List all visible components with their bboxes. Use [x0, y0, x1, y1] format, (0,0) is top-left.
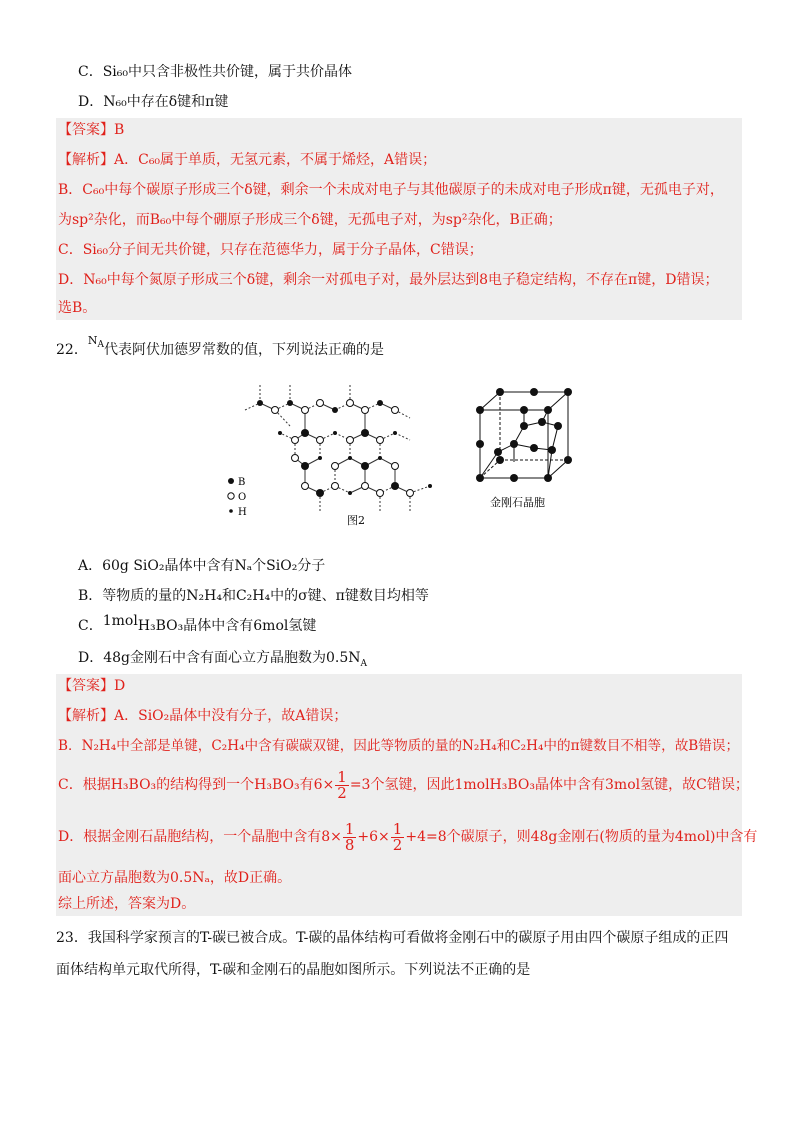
fraction-half-2: $\frac{1}{2}$: [392, 819, 403, 854]
question-22-stem: [56, 334, 384, 365]
answer-block-2: [56, 674, 758, 916]
analysis-line-c: C．根据H₃BO₃的结构得到一个H₃BO₃有6× $\frac{1}{2}$ =3个氢键，因此1molH₃BO₃晶体中含有3mol氢键，故C错误；: [58, 767, 749, 802]
question-23-line-2: 面体结构单元取代所得，T-碳和金刚石的晶胞如图所示。下列说法不正确的是: [56, 962, 531, 978]
question-23-line-1: 23．我国科学家预言的T-碳已被合成。T-碳的晶体结构可看做将金刚石中的碳原子用由四个碳原子组成的正四: [56, 930, 729, 946]
question-text: 代表阿伏加德罗常数的值，下列说法正确的是: [103, 342, 384, 358]
analysis-line: 【解析】A．SiO₂晶体中没有分子，故A错误；: [58, 708, 348, 724]
boric-acid-figure: [225, 378, 445, 528]
analysis-line: D．N₆₀中每个氮原子形成三个δ键，剩余一对孤电子对，最外层达到8电子稳定结构，不存在π键，D错误；: [58, 272, 719, 288]
analysis-line: 综上所述，答案为D。: [58, 896, 196, 912]
analysis-line: 为sp²杂化，而B₆₀中每个硼原子形成三个δ键，无孤电子对，为sp²杂化，B正确；: [58, 212, 562, 228]
fraction-eighth: $\frac{1}{8}$: [344, 819, 355, 854]
answer-block-1: [56, 118, 742, 320]
option-b: B．等物质的量的N₂H₄和C₂H₄中的σ键、π键数目均相等: [78, 588, 429, 604]
option-d-n60: D．N₆₀中存在δ键和π键: [78, 94, 229, 110]
analysis-line: C．Si₆₀分子间无共价键，只存在范德华力，属于分子晶体，C错误；: [58, 242, 483, 258]
analysis-line: B．N₂H₄中全部是单键，C₂H₄中含有碳碳双键，因此等物质的量的N₂H₄和C₂H₄中的π键数目不相等，故B错误；: [58, 738, 740, 754]
option-c-mol: 1mol: [102, 613, 138, 629]
analysis-line: B．C₆₀中每个碳原子形成三个δ键，剩余一个未成对电子与其他碳原子的未成对电子形成π键，无孤电子对，: [58, 182, 724, 198]
answer-label: 【答案】D: [58, 678, 126, 694]
analysis-line: 选B。: [58, 300, 97, 316]
legend-b: B: [238, 477, 246, 488]
option-c: C．1molH₃BO₃晶体中含有6mol氢键: [78, 613, 317, 634]
diamond-cell-figure: [468, 378, 588, 518]
figure-2-caption: 图2: [347, 514, 365, 527]
option-a: A．60g SiO₂晶体中含有Nₐ个SiO₂分子: [78, 558, 326, 574]
analysis-line: 面心立方晶胞数为0.5Nₐ，故D正确。: [58, 870, 292, 886]
analysis-line-d: D．根据金刚石晶胞结构，一个晶胞中含有8× $\frac{1}{8}$ +6× $\frac{1}{2}$ +4=8个碳原子，则48g金刚石(物质的量为4mol)中含有: [58, 819, 758, 854]
legend-o: O: [238, 492, 247, 503]
option-c-si60: C．Si₆₀中只含非极性共价键，属于共价晶体: [78, 64, 353, 80]
diamond-caption: 金刚石晶胞: [490, 496, 545, 509]
legend-h: H: [238, 507, 247, 518]
fraction-half: $\frac{1}{2}$: [337, 767, 347, 802]
option-d: D．48g金刚石中含有面心立方晶胞数为$0.5N_A$: [78, 650, 368, 669]
legend: [228, 477, 247, 518]
na-symbol: NA: [87, 334, 104, 351]
answer-label: 【答案】B: [58, 122, 125, 138]
question-number: 22．: [56, 342, 88, 358]
analysis-line: 【解析】A．C₆₀属于单质，无氢元素，不属于烯烃，A错误；: [58, 152, 437, 168]
